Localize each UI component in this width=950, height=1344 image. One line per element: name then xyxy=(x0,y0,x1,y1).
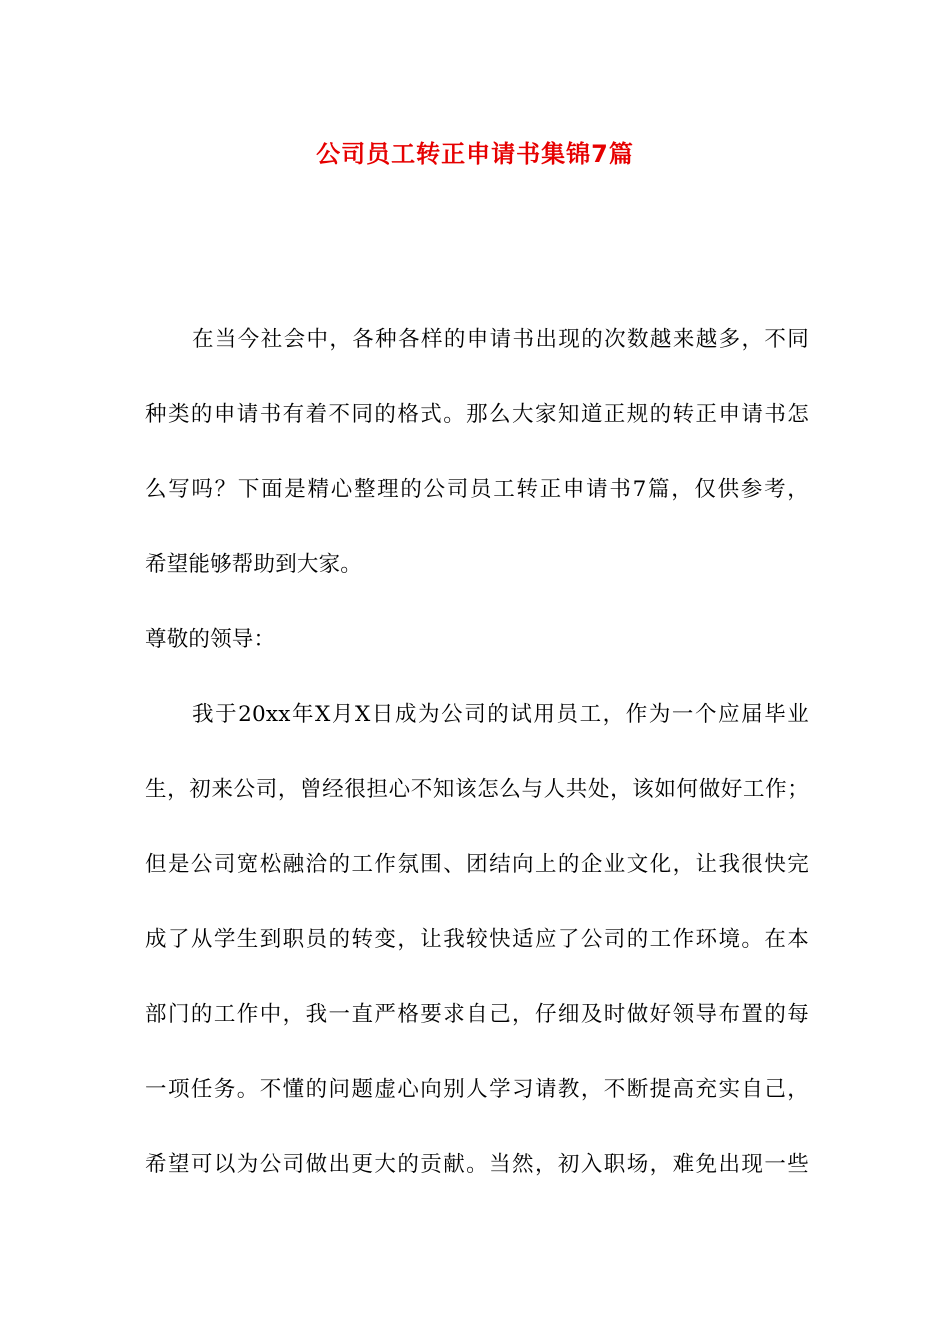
body-line-2: 生，初来公司，曾经很担心不知该怎么与人共处，该如何做好工作； xyxy=(145,777,809,802)
body-line-3: 但是公司宽松融洽的工作氛围、团结向上的企业文化，让我很快完 xyxy=(145,852,809,877)
intro-line-2: 种类的申请书有着不同的格式。那么大家知道正规的转正申请书怎 xyxy=(145,402,809,427)
intro-line-4: 希望能够帮助到大家。 xyxy=(145,552,363,577)
intro-line-3: 么写吗？下面是精心整理的公司员工转正申请书7篇，仅供参考， xyxy=(145,477,809,502)
salutation: 尊敬的领导： xyxy=(145,627,276,652)
intro-line-1: 在当今社会中，各种各样的申请书出现的次数越来越多，不同 xyxy=(192,327,809,352)
body-line-5: 部门的工作中，我一直严格要求自己，仔细及时做好领导布置的每 xyxy=(145,1002,809,1027)
body-line-6: 一项任务。不懂的问题虚心向别人学习请教，不断提高充实自己， xyxy=(145,1077,809,1102)
document-title: 公司员工转正申请书集锦7篇 xyxy=(316,140,634,168)
body-line-7: 希望可以为公司做出更大的贡献。当然，初入职场，难免出现一些 xyxy=(145,1152,809,1177)
body-line-1: 我于20xx年X月X日成为公司的试用员工，作为一个应届毕业 xyxy=(192,702,809,727)
body-line-4: 成了从学生到职员的转变，让我较快适应了公司的工作环境。在本 xyxy=(145,927,809,952)
